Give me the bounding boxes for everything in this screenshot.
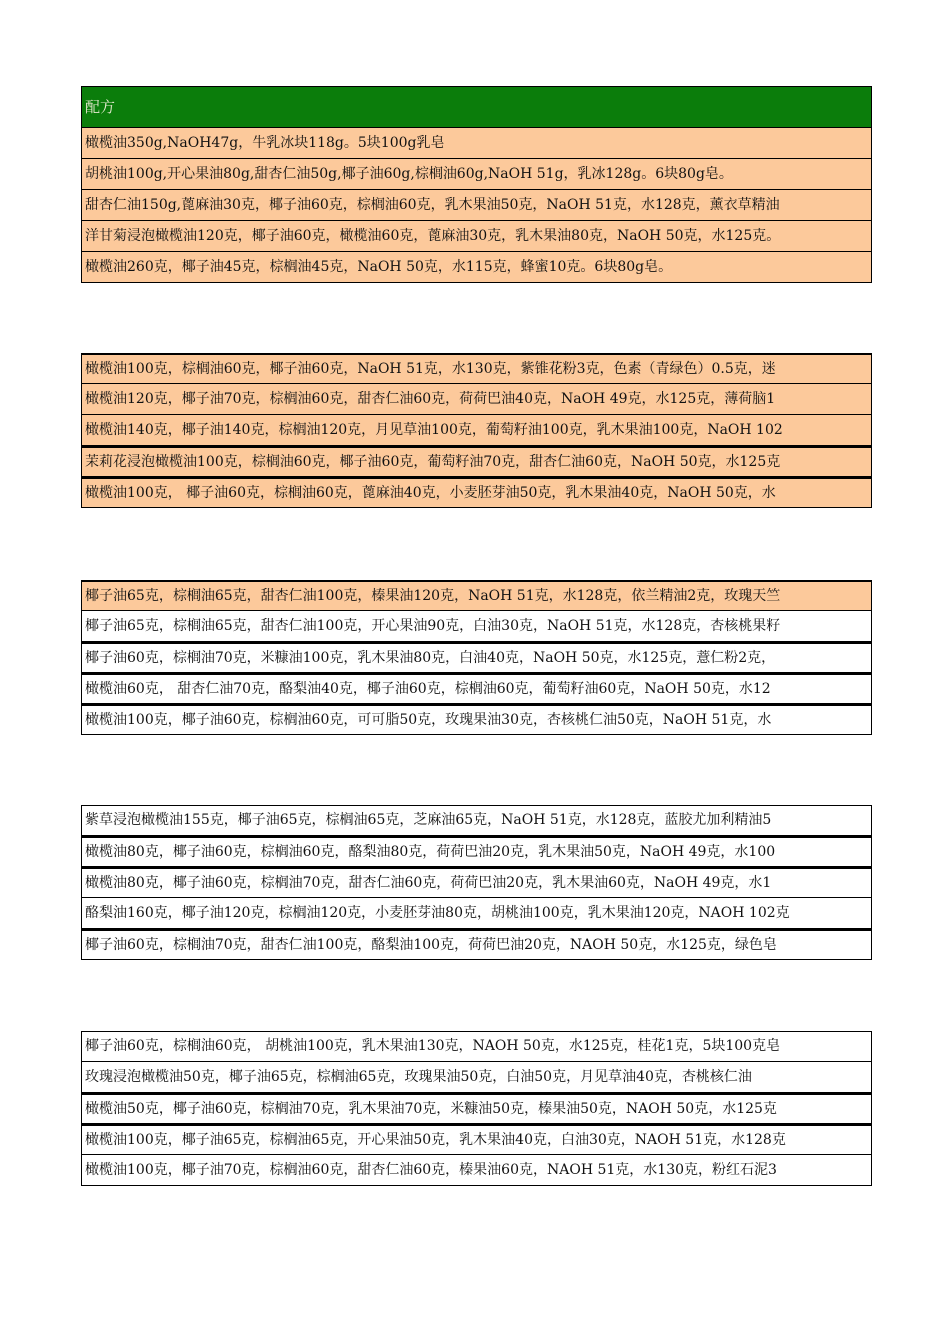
recipe-cell: 橄榄油80克，椰子油60克，棕榈油60克，酪梨油80克，荷荷巴油20克，乳木果油50克，NaOH 49克，水100 — [85, 844, 776, 860]
recipe-cell: 橄榄油100克，椰子油60克，棕榈油60克，可可脂50克，玫瑰果油30克，杏核桃仁油50克，NaOH 51克，水 — [85, 712, 772, 728]
recipe-group-1 — [81, 86, 872, 283]
recipe-cell: 茉莉花浸泡橄榄油100克，棕榈油60克，椰子油60克，葡萄籽油70克，甜杏仁油60克，NaOH 50克，水125克 — [85, 454, 781, 470]
recipe-cell: 橄榄油120克，椰子油70克，棕榈油60克，甜杏仁油60克，荷荷巴油40克，NaOH 49克，水125克，薄荷脑1 — [85, 391, 776, 407]
recipe-cell: 椰子油60克，棕榈油70克，米糠油100克，乳木果油80克，白油40克，NaOH 50克，水125克，薏仁粉2克， — [85, 650, 776, 666]
recipe-cell: 橄榄油100克，椰子油65克，棕榈油65克，开心果油50克，乳木果油40克，白油30克，NAOH 51克，水128克 — [85, 1132, 786, 1148]
recipe-cell: 椰子油65克，棕榈油65克，甜杏仁油100克，开心果油90克，白油30克，NaOH 51克，水128克，杏核桃果籽 — [85, 618, 781, 634]
recipe-row — [81, 929, 872, 960]
recipe-row — [81, 221, 872, 252]
recipe-cell: 洋甘菊浸泡橄榄油120克，椰子油60克，橄榄油60克，蓖麻油30克，乳木果油80克，NaOH 50克，水125克。 — [85, 228, 781, 244]
recipe-group-2 — [81, 353, 872, 508]
header-row — [81, 86, 872, 128]
header-cell: 配方 — [85, 98, 116, 116]
recipe-row — [81, 704, 872, 735]
recipe-cell: 椰子油65克，棕榈油65克，甜杏仁油100克，榛果油120克，NaOH 51克，水128克，依兰精油2克，玫瑰天竺 — [85, 588, 781, 604]
recipe-row — [81, 1155, 872, 1186]
recipe-row — [81, 190, 872, 221]
recipe-row — [81, 477, 872, 508]
recipe-row — [81, 1093, 872, 1124]
recipe-cell: 椰子油60克，棕榈油70克，甜杏仁油100克，酪梨油100克，荷荷巴油20克，NAOH 50克，水125克，绿色皂 — [85, 937, 777, 953]
recipe-row — [81, 898, 872, 929]
recipe-row — [81, 159, 872, 190]
recipe-row — [81, 580, 872, 611]
recipe-row — [81, 415, 872, 446]
recipe-cell: 橄榄油260克，椰子油45克，棕榈油45克，NaOH 50克，水115克，蜂蜜10克。6块80g皂。 — [85, 259, 673, 275]
recipe-row — [81, 128, 872, 159]
recipe-row — [81, 673, 872, 704]
recipe-cell: 橄榄油140克，椰子油140克，棕榈油120克，月见草油100克，葡萄籽油100克，乳木果油100克，NaOH 102 — [85, 422, 783, 438]
recipe-row — [81, 1124, 872, 1155]
recipe-group-5 — [81, 1031, 872, 1186]
recipe-cell: 玫瑰浸泡橄榄油50克，椰子油65克，棕榈油65克，玫瑰果油50克，白油50克，月见草油40克，杏桃核仁油 — [85, 1069, 752, 1085]
recipe-row — [81, 252, 872, 283]
recipe-cell: 紫草浸泡橄榄油155克，椰子油65克，棕榈油65克，芝麻油65克，NaOH 51克，水128克，蓝胶尤加利精油5 — [85, 812, 772, 828]
recipe-row — [81, 384, 872, 415]
recipe-cell: 橄榄油100克，棕榈油60克，椰子油60克，NaOH 51克，水130克，紫锥花粉3克，色素（青绿色）0.5克，迷 — [85, 361, 776, 377]
recipe-cell: 橄榄油60克， 甜杏仁油70克，酪梨油40克，椰子油60克，棕榈油60克，葡萄籽油60克，NaOH 50克，水12 — [85, 681, 771, 697]
recipe-cell: 橄榄油100克，椰子油70克，棕榈油60克，甜杏仁油60克，榛果油60克，NAOH 51克，水130克，粉红石泥3 — [85, 1162, 777, 1178]
recipe-cell: 椰子油60克，棕榈油60克， 胡桃油100克，乳木果油130克，NAOH 50克，水125克，桂花1克，5块100克皂 — [85, 1038, 781, 1054]
recipe-row — [81, 1062, 872, 1093]
recipe-cell: 橄榄油100克， 椰子油60克，棕榈油60克，蓖麻油40克，小麦胚芽油50克，乳木果油40克，NaOH 50克，水 — [85, 485, 776, 501]
recipe-row — [81, 805, 872, 836]
recipe-cell: 胡桃油100g,开心果油80g,甜杏仁油50g,椰子油60g,棕榈油60g,NaOH 51g，乳冰128g。6块80g皂。 — [85, 166, 733, 182]
recipe-row — [81, 1031, 872, 1062]
recipe-row — [81, 611, 872, 642]
recipe-cell: 橄榄油350g,NaOH47g，牛乳冰块118g。5块100g乳皂 — [85, 135, 445, 151]
recipe-cell: 酪梨油160克，椰子油120克，棕榈油120克，小麦胚芽油80克，胡桃油100克，乳木果油120克，NAOH 102克 — [85, 905, 790, 921]
recipe-row — [81, 446, 872, 477]
recipe-row — [81, 353, 872, 384]
recipe-row — [81, 642, 872, 673]
recipe-group-4 — [81, 805, 872, 960]
recipe-row — [81, 867, 872, 898]
recipe-cell: 橄榄油50克，椰子油60克，棕榈油70克，乳木果油70克，米糠油50克，榛果油50克，NAOH 50克，水125克 — [85, 1101, 777, 1117]
recipe-cell: 甜杏仁油150g,蓖麻油30克，椰子油60克，棕榈油60克，乳木果油50克，NaOH 51克，水128克，薰衣草精油 — [85, 197, 780, 213]
recipe-row — [81, 836, 872, 867]
recipe-cell: 橄榄油80克，椰子油60克，棕榈油70克，甜杏仁油60克，荷荷巴油20克，乳木果油60克，NaOH 49克，水1 — [85, 875, 772, 891]
recipe-group-3 — [81, 580, 872, 735]
